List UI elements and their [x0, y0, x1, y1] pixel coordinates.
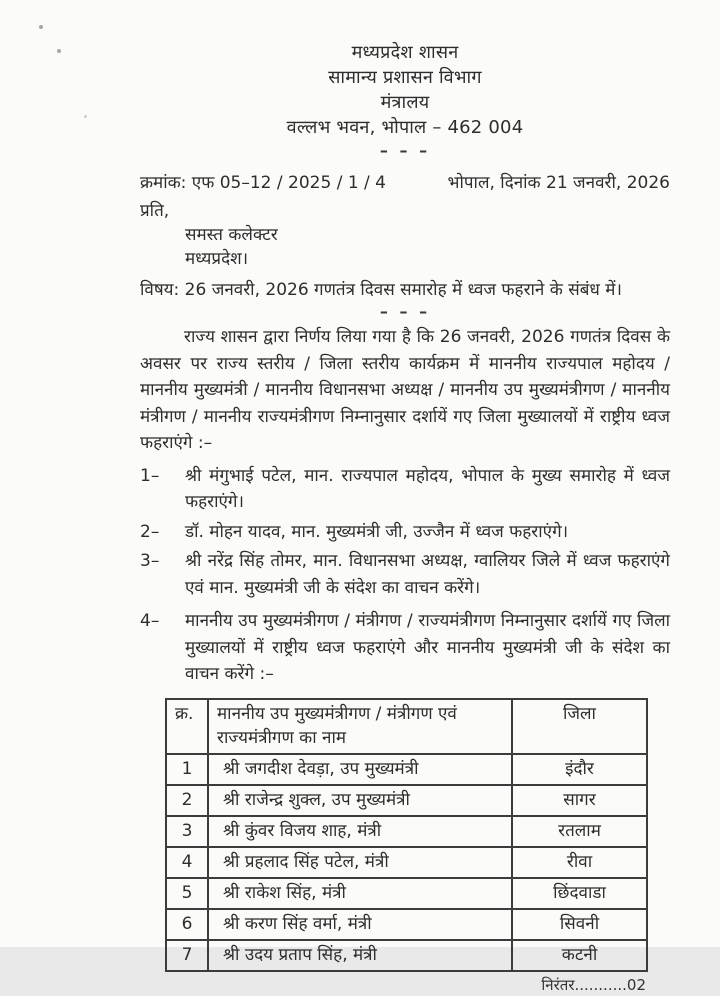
district-cell: सागर [512, 785, 647, 816]
list-item-number: 1– [140, 465, 160, 486]
reference-number: क्रमांक: एफ 05–12 / 2025 / 1 / 4 [140, 173, 386, 193]
list-item-text: श्री मंगुभाई पटेल, मान. राज्यपाल महोदय, भोपाल के मुख्य समारोह में ध्वज फहराएंगे। [185, 465, 670, 512]
district-cell: इंदौर [512, 754, 647, 785]
district-cell: रतलाम [512, 816, 647, 847]
body-paragraph: राज्य शासन द्वारा निर्णय लिया गया है कि 26 जनवरी, 2026 गणतंत्र दिवस के अवसर पर राज्य स्तरीय / जिला स्तरीय कार्यक्रम में माननीय राज्यपाल महोदय / माननीय मुख्यमंत्री / माननीय विधानसभा अध्यक्ष / माननीय उप मुख्यमंत्रीगण / माननीय मंत्रीगण / माननीय राज्यमंत्रीगण निम्नानुसार दर्शायें गए जिला मुख्यालयों में राष्ट्रीय ध्वज फहराएंगे :– [140, 327, 670, 453]
list-item-text: माननीय उप मुख्यमंत्रीगण / मंत्रीगण / राज्यमंत्रीगण निम्नानुसार दर्शायें गए जिला मुख्यालयों में राष्ट्रीय ध्वज फहराएंगे और माननीय मुख्यमंत्री जी के संदेश का वाचन करेंगे :– [185, 611, 670, 684]
scan-speck [39, 25, 43, 29]
numbered-list [140, 463, 670, 688]
list-item [140, 548, 670, 601]
separator-dashes: – – – [379, 302, 431, 321]
table-header-serial: क्र. [166, 699, 208, 754]
separator-dashes: – – – [379, 141, 431, 160]
serial-cell: 1 [166, 754, 208, 785]
district-cell: रीवा [512, 847, 647, 878]
serial-cell: 2 [166, 785, 208, 816]
letterhead-department: सामान्य प्रशासन विभाग [328, 67, 482, 88]
reference-row [140, 171, 670, 195]
district-cell: छिंदवाडा [512, 878, 647, 909]
table-header-district: जिला [512, 699, 647, 754]
list-item-text: डॉ. मोहन यादव, मान. मुख्यमंत्री जी, उज्जैन में ध्वज फहराएंगे। [185, 521, 569, 542]
name-cell: श्री जगदीश देवड़ा, उप मुख्यमंत्री [208, 754, 512, 785]
table-row [166, 754, 647, 785]
list-item [140, 463, 670, 516]
table-row [166, 785, 647, 816]
table-header-row [166, 699, 647, 754]
letterhead-address: वल्लभ भवन, भोपाल – 462 004 [286, 117, 524, 138]
district-cell: कटनी [512, 940, 647, 971]
ministers-table [165, 698, 648, 972]
list-item-number: 2– [140, 521, 160, 542]
addressee-region: मध्यप्रदेश। [185, 249, 249, 269]
serial-cell: 3 [166, 816, 208, 847]
table-row [166, 940, 647, 971]
name-cell: श्री कुंवर विजय शाह, मंत्री [208, 816, 512, 847]
list-item-text: श्री नरेंद्र सिंह तोमर, मान. विधानसभा अध्यक्ष, ग्वालियर जिले में ध्वज फहराएंगे एवं मान. मुख्यमंत्री जी के संदेश का वाचन करेंगे। [185, 551, 670, 598]
addressee-salutation: प्रति, [140, 201, 170, 221]
table-header-name: माननीय उप मुख्यमंत्रीगण / मंत्रीगण एवं राज्यमंत्रीगण का नाम [208, 699, 512, 754]
place-date: भोपाल, दिनांक 21 जनवरी, 2026 [447, 173, 670, 193]
name-cell: श्री राकेश सिंह, मंत्री [208, 878, 512, 909]
addressee-block [140, 199, 670, 271]
continuation-note: निरंतर...........02 [541, 975, 646, 994]
list-item-number: 4– [140, 611, 160, 631]
scan-speck [57, 49, 61, 53]
table-row [166, 847, 647, 878]
district-cell: सिवनी [512, 909, 647, 940]
serial-cell: 6 [166, 909, 208, 940]
list-item [140, 519, 670, 546]
scan-speck [84, 115, 87, 118]
name-cell: श्री प्रहलाद सिंह पटेल, मंत्री [208, 847, 512, 878]
letterhead-government: मध्यप्रदेश शासन [351, 42, 459, 63]
list-item [140, 608, 670, 688]
list-item-number: 3– [140, 551, 160, 571]
serial-cell: 4 [166, 847, 208, 878]
table-row [166, 909, 647, 940]
table-row [166, 878, 647, 909]
serial-cell: 7 [166, 940, 208, 971]
name-cell: श्री उदय प्रताप सिंह, मंत्री [208, 940, 512, 971]
name-cell: श्री राजेन्द्र शुक्ल, उप मुख्यमंत्री [208, 785, 512, 816]
letterhead-ministry: मंत्रालय [380, 92, 430, 113]
letter-content [140, 40, 670, 996]
serial-cell: 5 [166, 878, 208, 909]
letterhead [140, 40, 670, 140]
addressee-name: समस्त कलेक्टर [185, 225, 278, 245]
subject-line: विषय: 26 जनवरी, 2026 गणतंत्र दिवस समारोह में ध्वज फहराने के संबंध में। [140, 280, 622, 300]
name-cell: श्री करण सिंह वर्मा, मंत्री [208, 909, 512, 940]
table-row [166, 816, 647, 847]
